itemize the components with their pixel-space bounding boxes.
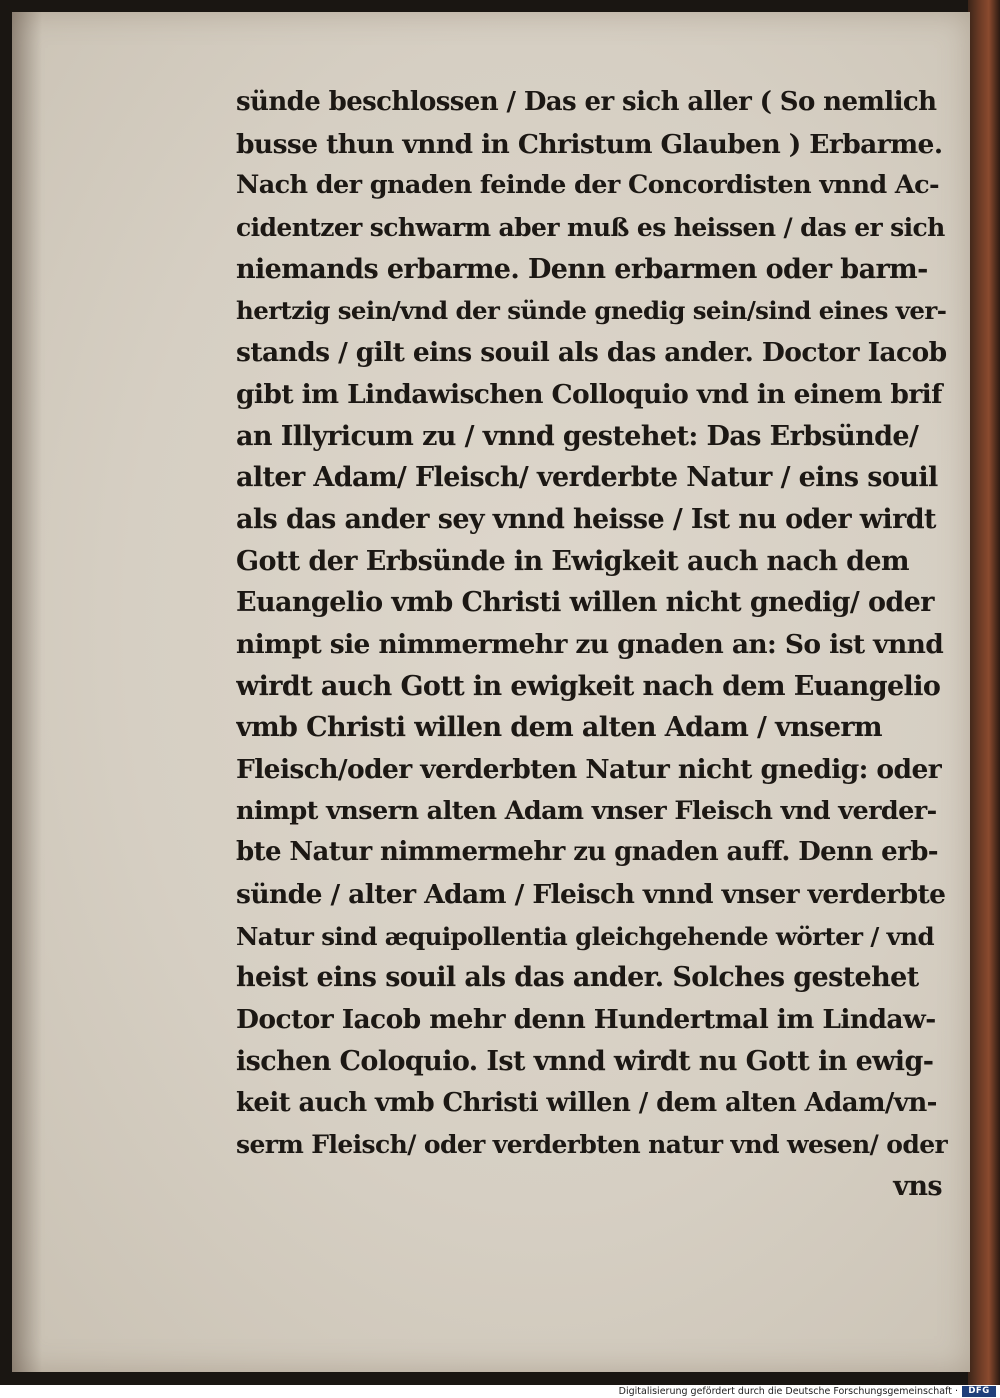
text-line: nimpt sie nimmermehr zu gnaden an: So ist vnnd: [236, 628, 944, 660]
text-line: Fleisch/oder verderbten Natur nicht gnedig: oder: [236, 754, 942, 785]
dfg-logo: DFG: [962, 1386, 996, 1397]
text-line: Natur sind æquipollentia gleichgehende wörter / vnd: [236, 921, 935, 951]
text-line: wirdt auch Gott in ewigkeit nach dem Euangelio: [236, 670, 941, 702]
text-line: vmb Christi willen dem alten Adam / vnserm: [236, 712, 882, 744]
text-line: Nach der gnaden feinde der Concordisten vnnd Ac-: [236, 170, 940, 201]
text-line: ischen Coloquio. Ist vnnd wirdt nu Gott in ewig-: [236, 1045, 934, 1077]
text-line: serm Fleisch/ oder verderbten natur vnd wesen/ oder: [236, 1130, 948, 1160]
text-line: keit auch vmb Christi willen / dem alten Adam/vn-: [236, 1087, 937, 1118]
text-line: stands / gilt eins souil als das ander. Doctor Iacob: [236, 337, 947, 369]
text-line: nimpt vnsern alten Adam vnser Fleisch vnd verder-: [236, 795, 937, 826]
text-line: alter Adam/ Fleisch/ verderbte Natur / eins souil: [236, 462, 938, 494]
text-line: bte Natur nimmermehr zu gnaden auff. Denn erb-: [236, 837, 938, 868]
text-line: niemands erbarme. Denn erbarmen oder barm-: [236, 253, 928, 285]
text-line: gibt im Lindawischen Colloquio vnd in einem brif: [236, 378, 942, 410]
text-line: hertzig sein/vnd der sünde gnedig sein/sind eines ver-: [236, 296, 947, 326]
text-line: Euangelio vmb Christi willen nicht gnedig/ oder: [236, 587, 934, 619]
text-line: an Illyricum zu / vnnd gestehet: Das Erbsünde/: [236, 420, 919, 452]
text-line: Doctor Iacob mehr denn Hundertmal im Lindaw-: [236, 1004, 936, 1036]
catchword: vns: [893, 1170, 942, 1202]
text-line: Gott der Erbsünde in Ewigkeit auch nach dem: [236, 545, 909, 577]
text-line: sünde / alter Adam / Fleisch vnnd vnser verderbte: [236, 879, 946, 911]
text-block: [236, 82, 948, 1208]
text-line: busse thun vnnd in Christum Glauben ) Erbarme.: [236, 128, 943, 160]
text-line: sünde beschlossen / Das er sich aller ( So nemlich: [236, 87, 937, 117]
text-line: cidentzer schwarm aber muß es heissen / das er sich: [236, 213, 945, 243]
page-gutter-shadow: [12, 12, 42, 1372]
footer-credit: Digitalisierung gefördert durch die Deutsche Forschungsgemeinschaft ·: [618, 1386, 958, 1397]
text-line: heist eins souil als das ander. Solches gestehet: [236, 962, 919, 994]
text-line: als das ander sey vnnd heisse / Ist nu oder wirdt: [236, 503, 936, 535]
book-edge: [968, 0, 1000, 1385]
footer-bar: [0, 1385, 1000, 1398]
